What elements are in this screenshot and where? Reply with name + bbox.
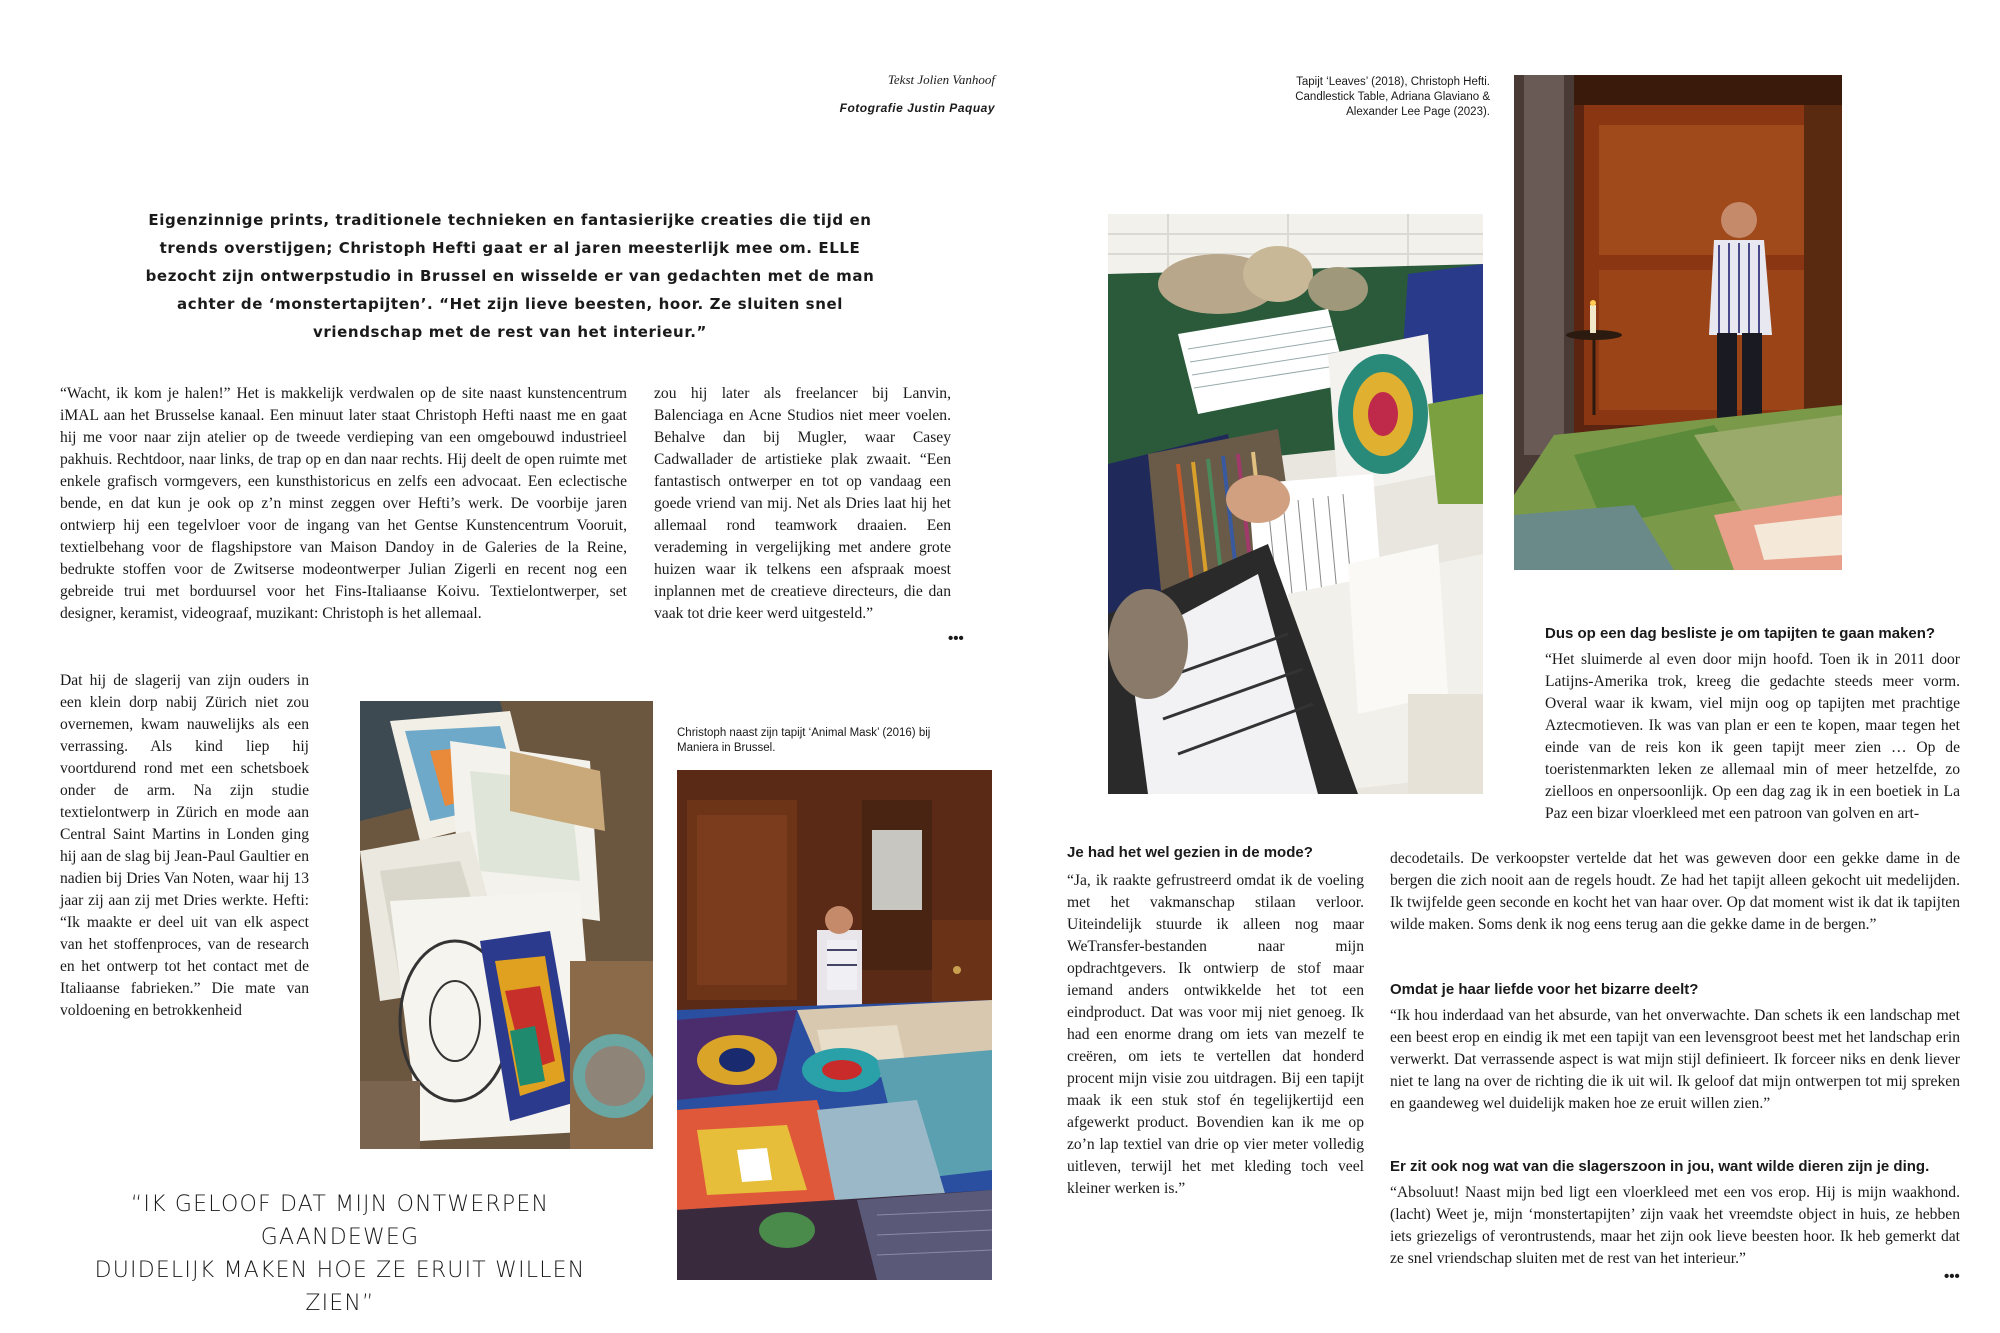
studio-desk-photo <box>360 701 653 1149</box>
answer-2-narrow: “Het sluimerde al even door mijn hoofd. Toen ik in 2011 door Latijns-Amerika trok, kreeg die gedachte steeds meer vorm. Overal waar ik kwam, viel mijn oog op tapijten met prachtige Aztecmotieven. Ik was van plan er een te kopen, maar tegen het einde van de reis kon ik geen tapijt meer zien … Op de toeristenmarkten leken ze allemaal min of meer hetzelfde, zo zielloos en onpersoonlijk. Op een dag zag ik in een boetiek in La Paz een bizar vloerkleed met een patroon van golven en art- <box>1545 651 1960 822</box>
question-3: Omdat je haar liefde voor het bizarre deelt? <box>1390 981 1699 998</box>
pull-quote-line-2: DUIDELIJK MAKEN HOE ZE ERUIT WILLEN ZIEN” <box>94 1258 586 1316</box>
pull-quote <box>60 1188 620 1320</box>
answer-3: “Ik hou inderdaad van het absurde, van het onverwachte. Dan schets ik een landschap met een beest erop en eindig ik met een tapijt van een levensgroot beest met het landschap erin verwerkt. Dat verrassende aspect is wat mijn stijl definieert. Ik forceer niks en denk liever niet te lang na over de richting die ik uit wil. Ik geloof dat mijn ontwerpen tot mij spreken en gaandeweg wel duidelijk maken hoe ze eruit willen zien.” <box>1390 1007 1960 1112</box>
answer-4: “Absoluut! Naast mijn bed ligt een vloerkleed met een vos erop. Hij is mijn waakhond. (lacht) Weet je, mijn ‘monstertapijten’ zijn vaak het vreemdste object in huis, ze hebben iets griezeligs of verontrustends, maar het zijn ook lieve beesten hoor. Ik heb gemerkt dat ze snel vriendschap sluiten met de rest van het interieur.” <box>1390 1184 1960 1267</box>
caption-animal-mask: Christoph naast zijn tapijt ‘Animal Mask’ (2016) bij Maniera in Brussel. <box>677 727 931 754</box>
photographer-credit: Fotografie Justin Paquay <box>839 101 995 115</box>
body-column-1-narrow: Dat hij de slagerij van zijn ouders in een klein dorp nabij Zürich niet zou overnemen, kwam nauwelijks als een verrassing. Als kind liep hij voortdurend rond met een schetsboek onder de arm. Na zijn studie textielontwerp in Zürich en mode aan Central Saint Martins in Londen ging hij aan de slag bij Jean-Paul Gaultier en nadien bij Dries Van Noten, waar hij 13 jaar zij aan zij met Dries werkte. Hefti: “Ik maakte er deel uit van elk aspect van het stoffenproces, van de research en het ontwerp tot het contact met de Italiaanse fabrieken.” Die mate van voldoening en betrokkenheid <box>60 672 309 1019</box>
answer-1: “Ja, ik raakte gefrustreerd omdat ik de voeling met het vakmanschap stilaan verloor. Uiteindelijk stuurde ik alleen nog maar WeTransfer-bestanden naar mijn opdrachtgevers. Ik ontwierp de stof maar iemand anders ontwikkelde het tot een eindproduct. Dat was voor mij niet genoeg. Ik had een enorme drang om iets van mezelf te creëren, om iets te vertellen dat honderd procent mijn visie zou uitdragen. Bij een tapijt maak ik een stuk stof én tegelijkertijd een afgewerkt product. Bovendien kan ik me op zo’n lap textiel van drie op vier meter volledig uitleven, terwijl het met kleding toch veel kleiner werken is.” <box>1067 872 1364 1197</box>
question-4: Er zit ook nog wat van die slagerszoon in jou, want wilde dieren zijn je ding. <box>1390 1158 1930 1175</box>
answer-2-wide: decodetails. De verkoopster vertelde dat het was geweven door een gekke dame in de bergen die zich nooit aan de regels houdt. Ze had het tapijt alleen gekocht uit medelijden. Ik twijfelde geen seconde en kocht het van haar over. Op dat moment wist ik dat ik tapijten wilde maken. Soms denk ik nog eens terug aan die gekke dame in de bergen.” <box>1390 850 1960 933</box>
animal-mask-rug-photo <box>677 770 992 1280</box>
leaves-rug-portrait-photo <box>1514 75 1842 570</box>
question-1: Je had het wel gezien in de mode? <box>1067 844 1313 861</box>
caption-leaves: Tapijt ‘Leaves’ (2018), Christoph Hefti. Candlestick Table, Adriana Glaviano & Alexander Lee Page (2023). <box>1295 76 1490 118</box>
question-2: Dus op een dag besliste je om tapijten te gaan maken? <box>1545 625 1936 642</box>
weaving-hands-photo <box>1108 214 1483 794</box>
continue-marker: ••• <box>948 630 964 647</box>
end-marker: ••• <box>1944 1268 1960 1285</box>
body-column-2: zou hij later als freelancer bij Lanvin, Balenciaga en Acne Studios niet meer voelen. Behalve dan bij Mugler, waar Casey Cadwallader de artistieke plak zwaait. “Een fantastisch ontwerper en tot op vandaag een goede vriend van mij. Net als Dries laat hij het allemaal rond teamwork draaien. Een verademing in vergelijking met andere grote huizen waar ik telkens een afspraak moest inplannen met de creatieve directeurs, die dan vaak tot drie keer werd uitgesteld.” <box>654 385 951 622</box>
pull-quote-line-1: “IK GELOOF DAT MIJN ONTWERPEN GAANDEWEG <box>130 1192 550 1250</box>
intro-lede: Eigenzinnige prints, traditionele technieken en fantasierijke creaties die tijd en trends overstijgen; Christoph Hefti gaat er al jaren meesterlijk mee om. ELLE bezocht zijn ontwerpstudio in Brussel en wisselde er van gedachten met de man achter de ‘monstertapijten’. “Het zijn lieve beesten, hoor. Ze sluiten snel vriendschap met de rest van het interieur.” <box>145 211 875 341</box>
author-credit: Tekst Jolien Vanhoof <box>887 72 995 87</box>
body-column-1: “Wacht, ik kom je halen!” Het is makkelijk verdwalen op de site naast kunstencentrum iMAL aan het Brusselse kanaal. Een minuut later staat Christoph Hefti naast me en gaat hij me voor naar zijn atelier op de tweede verdieping van een omgebouwd industrieel pakhuis. Rechtdoor, naar links, de trap op en dan naar rechts. Hij deelt de open ruimte met enkele grafisch vormgevers, een kunsthistoricus en zelfs een advocaat. Een eclectische bende, en dat kun je ook op z’n minst zeggen over Hefti’s werk. De voorbije jaren ontwierp hij een tegelvloer voor de ingang van het Gentse Kunstencentrum Vooruit, textielbehang voor de flagshipstore van Maison Dandoy in de Galeries de la Reine, bedrukte stoffen voor de Zwitserse modeontwerper Julian Zigerli en recent nog een gebreide trui met borduursel voor het Fins-Italiaanse Koivu. Textielontwerper, set designer, keramist, videograaf, muzikant: Christoph is het allemaal. <box>60 385 627 622</box>
